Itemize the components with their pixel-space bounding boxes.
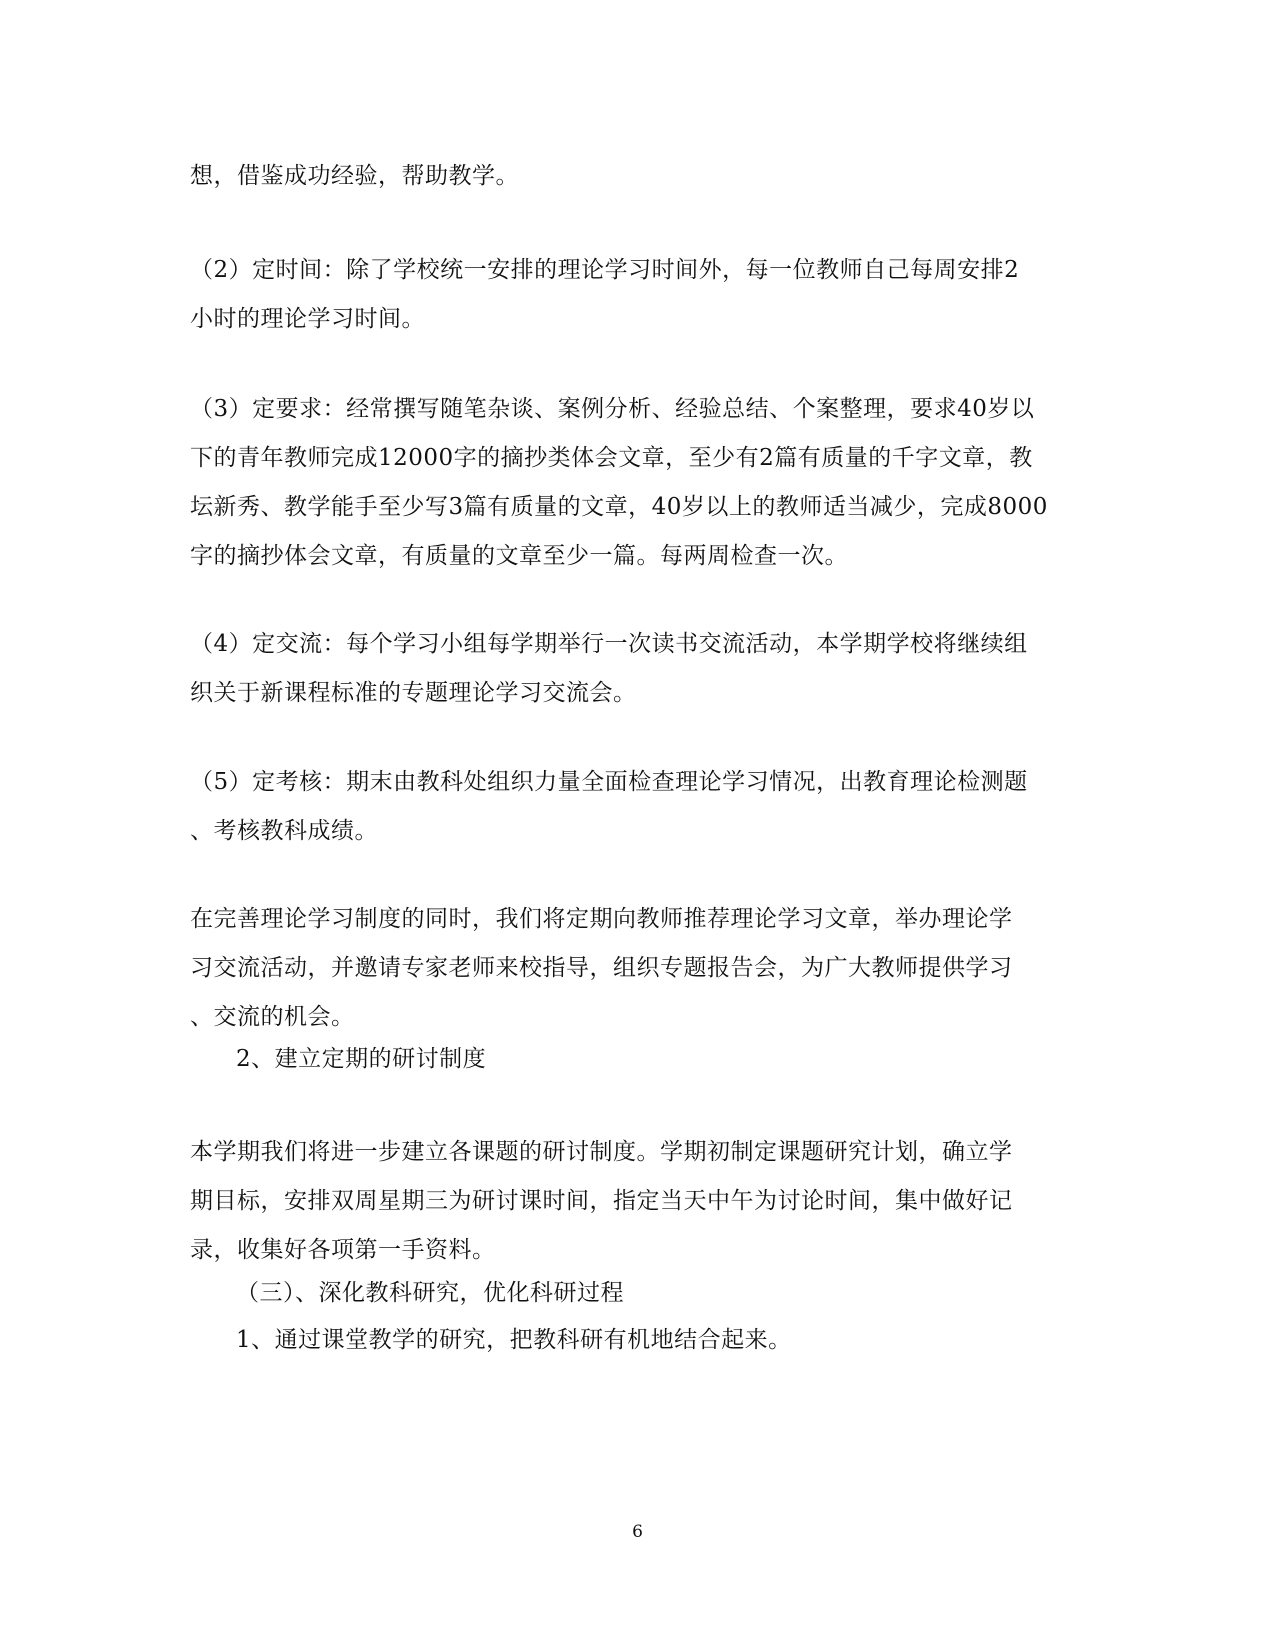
text-line: 织关于新课程标准的专题理论学习交流会。 [190, 680, 637, 706]
text-line: 想，借鉴成功经验，帮助教学。 [190, 163, 519, 189]
text-line: 坛新秀、教学能手至少写3篇有质量的文章，40岁以上的教师适当减少，完成8000 [190, 494, 1048, 520]
paragraph-continuation [190, 152, 1080, 201]
text-line: 、交流的机会。 [190, 1004, 355, 1030]
paragraph-fixed-time [190, 246, 1080, 344]
heading-seminar-system: 2、建立定期的研讨制度 [236, 1046, 487, 1072]
text-line: 小时的理论学习时间。 [190, 306, 425, 332]
text-line: 习交流活动，并邀请专家老师来校指导，组织专题报告会，为广大教师提供学习 [190, 955, 1013, 981]
text-line: 、考核教科成绩。 [190, 818, 378, 844]
text-line: 本学期我们将进一步建立各课题的研讨制度。学期初制定课题研究计划，确立学 [190, 1139, 1013, 1165]
text-line: 下的青年教师完成12000字的摘抄类体会文章，至少有2篇有质量的千字文章，教 [190, 445, 1033, 471]
text-line: 字的摘抄体会文章，有质量的文章至少一篇。每两周检查一次。 [190, 543, 848, 569]
text-line: （4）定交流：每个学习小组每学期举行一次读书交流活动，本学期学校将继续组 [190, 631, 1028, 657]
heading-item-one: 1、通过课堂教学的研究，把教科研有机地结合起来。 [236, 1327, 792, 1353]
text-line: （2）定时间：除了学校统一安排的理论学习时间外，每一位教师自己每周安排2 [190, 257, 1020, 283]
text-line: 在完善理论学习制度的同时，我们将定期向教师推荐理论学习文章，举办理论学 [190, 906, 1013, 932]
paragraph-fixed-exchange [190, 620, 1080, 718]
text-line: （5）定考核：期末由教科处组织力量全面检查理论学习情况，出教育理论检测题 [190, 769, 1028, 795]
paragraph-seminar-plan [190, 1128, 1080, 1275]
paragraph-theory-study [190, 895, 1080, 1042]
paragraph-fixed-assessment [190, 758, 1080, 856]
paragraph-fixed-requirements [190, 385, 1080, 581]
text-line: 录，收集好各项第一手资料。 [190, 1237, 496, 1263]
text-line: 期目标，安排双周星期三为研讨课时间，指定当天中午为讨论时间，集中做好记 [190, 1188, 1013, 1214]
text-line: （3）定要求：经常撰写随笔杂谈、案例分析、经验总结、个案整理，要求40岁以 [190, 396, 1035, 422]
page-number: 6 [632, 1522, 643, 1542]
heading-section-three: （三）、深化教科研究，优化科研过程 [236, 1280, 624, 1306]
